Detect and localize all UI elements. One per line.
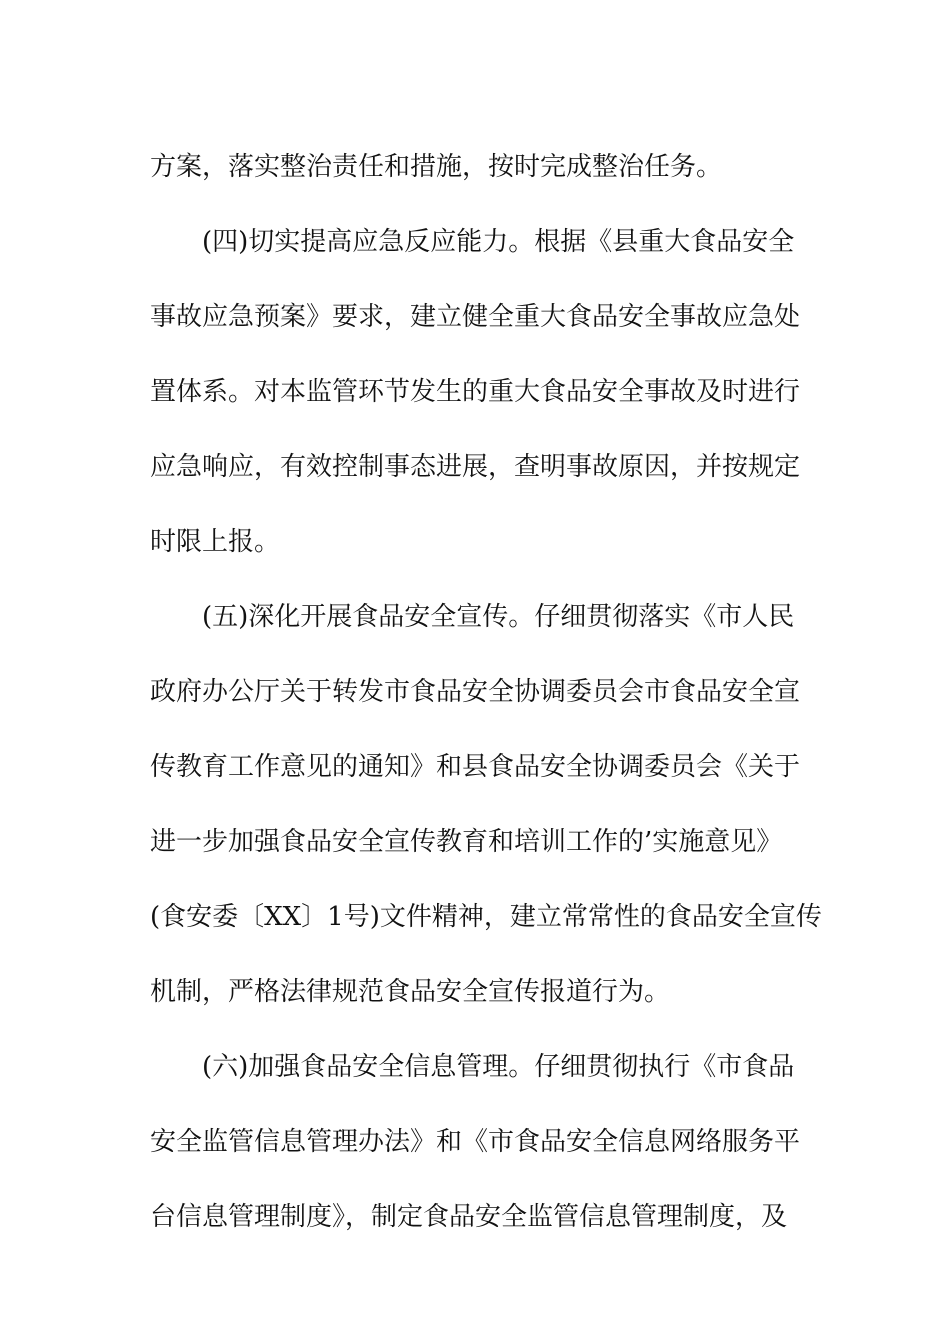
text-line: 进一步加强食品安全宣传教育和培训工作的’实施意见》 <box>150 827 783 857</box>
text-line: 时限上报。 <box>150 527 281 557</box>
text-line: 台信息管理制度》，制定食品安全监管信息管理制度，及 <box>150 1202 788 1232</box>
text-line: 传教育工作意见的通知》和县食品安全协调委员会《关于 <box>150 752 801 782</box>
paragraph-information-management <box>150 1030 800 1255</box>
text-line: 安全监管信息管理办法》和《市食品安全信息网络服务平 <box>150 1127 801 1157</box>
text-line: (食安委〔XX〕1号)文件精神，建立常常性的食品安全宣传 <box>150 902 822 932</box>
text-line: (六)加强食品安全信息管理。仔细贯彻执行《市食品 <box>202 1052 795 1082</box>
text-line: 事故应急预案》要求，建立健全重大食品安全事故应急处 <box>150 302 801 332</box>
paragraph-safety-publicity <box>150 580 822 1030</box>
text-line: (四)切实提高应急反应能力。根据《县重大食品安全 <box>202 227 795 257</box>
text-line: 政府办公厅关于转发市食品安全协调委员会市食品安全宣 <box>150 677 801 707</box>
text-line: (五)深化开展食品安全宣传。仔细贯彻落实《市人民 <box>202 602 795 632</box>
text-line: 机制，严格法律规范食品安全宣传报道行为。 <box>150 977 671 1007</box>
document-body <box>150 130 822 1255</box>
text-line: 应急响应，有效控制事态进展，查明事故原因，并按规定 <box>150 452 801 482</box>
text-line: 置体系。对本监管环节发生的重大食品安全事故及时进行 <box>150 377 801 407</box>
paragraph-emergency-response <box>150 205 800 580</box>
text-line: 方案，落实整治责任和措施，按时完成整治任务。 <box>150 152 723 182</box>
paragraph-continuation <box>150 130 800 205</box>
